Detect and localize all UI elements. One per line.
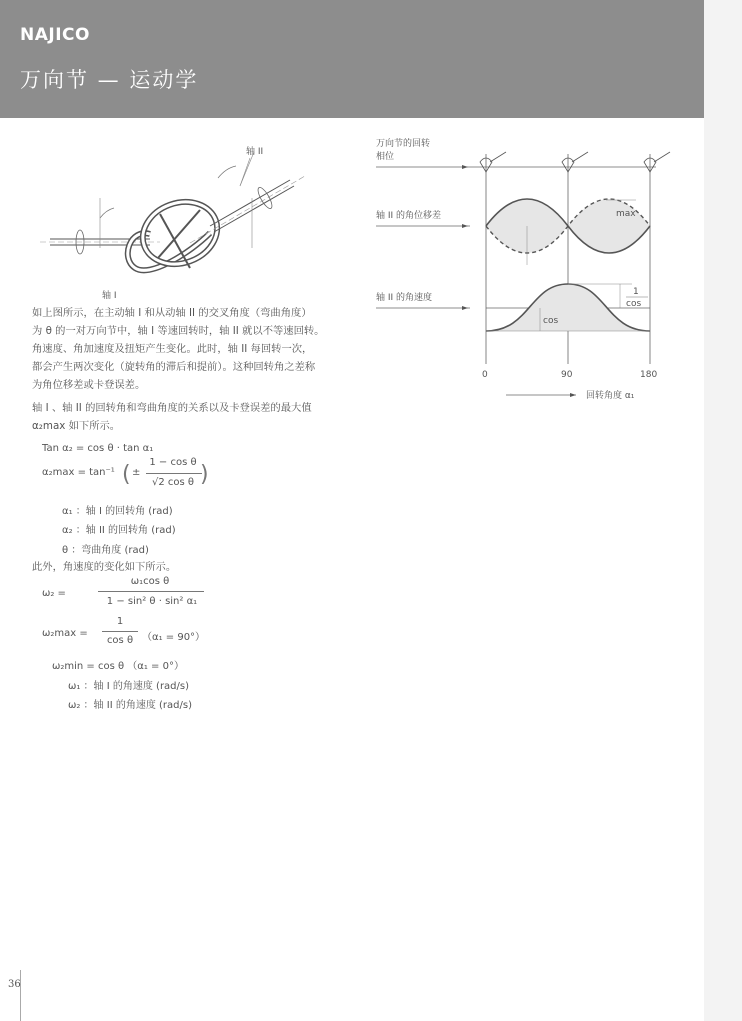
tick-90: 90 [561, 370, 573, 380]
page-title: 万向节 — 运动学 [20, 68, 199, 92]
paren-right: ) [200, 462, 209, 487]
formula-omega-left: ω₂ = [42, 588, 66, 599]
x-axis-label: 回转角度 α₁ [586, 391, 635, 401]
formula-omegamax-num: 1 [116, 616, 124, 627]
formula-max-left: α₂max = tan⁻¹ [42, 467, 115, 478]
def-alpha1: α₁ ：轴 I 的回转角 (rad) [62, 506, 173, 517]
para3: 此外，角速度的变化如下所示。 [32, 561, 177, 573]
one-label: 1 [633, 287, 639, 297]
brand-logo: NAJICO [20, 25, 90, 45]
tick-180: 180 [640, 370, 658, 380]
velocity-label: 轴 II 的角速度 [376, 293, 433, 303]
formula-omegamax-right: （α₁ = 90°） [142, 632, 206, 643]
formula-omegamax-den: cos θ [106, 635, 134, 646]
phase-label-line1: 万向节的回转 [376, 139, 431, 149]
formula-max-den: √2 cos θ [151, 477, 195, 488]
page-edge [704, 0, 742, 1021]
para1-line3: 角速度、角加速度及扭矩产生变化。此时，轴 II 每回转一次， [32, 343, 313, 355]
phase-label-line2: 相位 [376, 152, 395, 162]
para2-line1: 轴 I 、轴 II 的回转角和弯曲角度的关系以及卡登误差的最大值 [32, 402, 312, 414]
shaft1-label: 轴 I [102, 291, 117, 301]
def-omega2: ω₂ ：轴 II 的角速度 (rad/s) [68, 700, 192, 711]
para1-line1: 如上图所示，在主动轴 I 和从动轴 II 的交叉角度（弯曲角度） [32, 307, 312, 319]
formula-omegamax-left: ω₂max = [42, 628, 88, 639]
formula-tan: Tan α₂ = cos θ · tan α₁ [42, 443, 154, 454]
def-theta: θ ：弯曲角度 (rad) [62, 545, 149, 556]
paren-left: ( [122, 462, 131, 487]
formula-omegamax-fracline [102, 631, 138, 632]
cos-label-bottom: cos [543, 316, 559, 326]
phase-shift-label: 轴 II 的角位移差 [376, 211, 442, 221]
formula-max-fracline [146, 473, 202, 474]
formula-max-pm: ± [132, 467, 141, 478]
page-number: 36 [8, 979, 21, 990]
kinematics-diagram [370, 132, 680, 410]
para1-line4: 都会产生两次变化（旋转角的滞后和提前）。这种回转角之差称 [32, 361, 316, 373]
para2-line2: α₂max 如下所示。 [32, 420, 121, 432]
formula-max-num: 1 − cos θ [149, 457, 197, 468]
shaft2-label: 轴 II [246, 147, 264, 157]
def-omega1: ω₁ ：轴 I 的角速度 (rad/s) [68, 681, 190, 692]
formula-omega-fracline [98, 591, 204, 592]
formula-omegamin: ω₂min = cos θ （α₁ = 0°） [52, 661, 184, 672]
formula-omega-num: ω₁cos θ [130, 576, 170, 587]
header-band [0, 0, 704, 118]
def-alpha2: α₂ ：轴 II 的回转角 (rad) [62, 525, 176, 536]
page-rule [20, 970, 21, 1021]
formula-omega-den: 1 − sin² θ · sin² α₁ [106, 596, 198, 607]
tick-0: 0 [482, 370, 488, 380]
para1-line2: 为 θ 的一对万向节中，轴 I 等速回转时，轴 II 就以不等速回转。 [32, 325, 325, 337]
cos-label-top: cos [626, 299, 642, 309]
max-label: max [616, 209, 636, 219]
universal-joint-diagram [40, 138, 340, 308]
para1-line5: 为角位移差或卡登误差。 [32, 379, 146, 391]
